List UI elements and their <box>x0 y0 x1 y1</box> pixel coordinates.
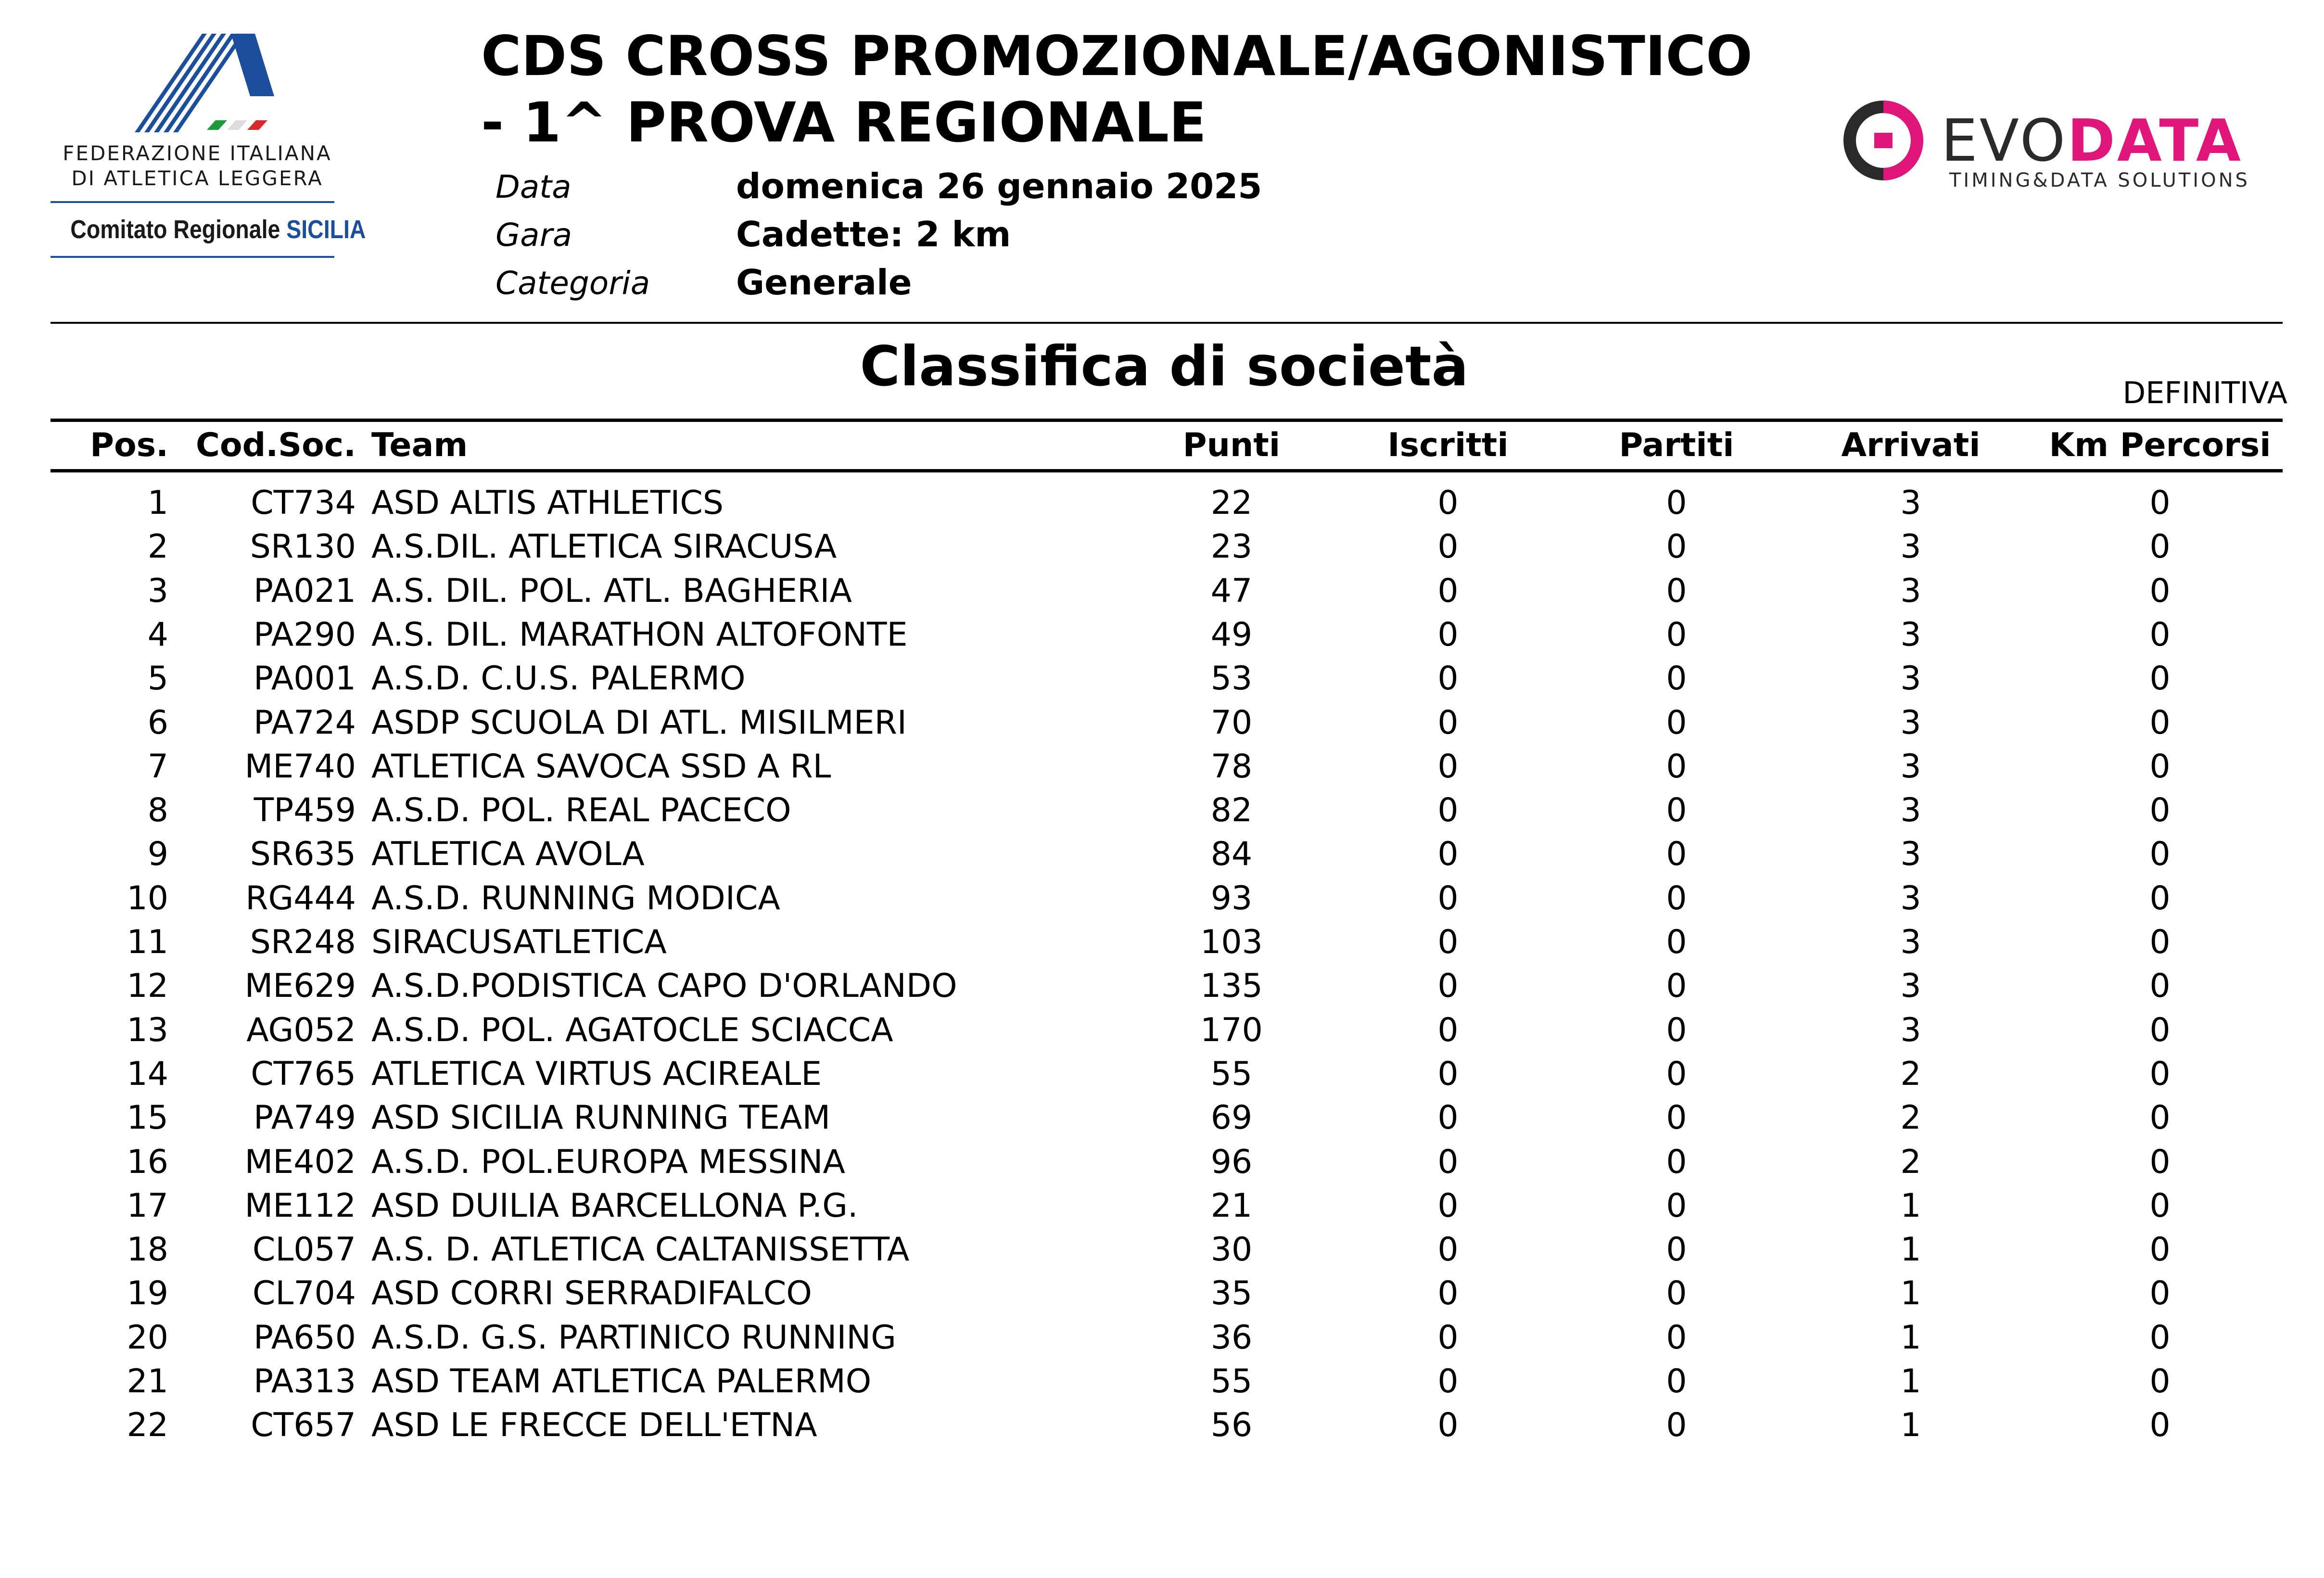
cell-iscritti: 0 <box>1437 484 1459 522</box>
cell-punti: 69 <box>1210 1099 1253 1137</box>
cell-cod: PA313 <box>254 1362 356 1400</box>
cell-km: 0 <box>2149 615 2171 654</box>
cell-cod: ME112 <box>244 1186 356 1225</box>
cell-iscritti: 0 <box>1437 703 1459 742</box>
table-row <box>0 1096 2324 1140</box>
cell-partiti: 0 <box>1666 1362 1687 1400</box>
cell-km: 0 <box>2149 1406 2171 1445</box>
cell-cod: SR130 <box>250 528 356 566</box>
evodata-name-part1: EVO <box>1941 108 2068 175</box>
cell-km: 0 <box>2149 923 2171 961</box>
cell-km: 0 <box>2149 1099 2171 1137</box>
cell-iscritti: 0 <box>1437 1406 1459 1445</box>
cell-arrivati: 1 <box>1900 1406 1921 1445</box>
cell-iscritti: 0 <box>1437 923 1459 961</box>
cell-partiti: 0 <box>1666 1055 1687 1093</box>
cell-punti: 135 <box>1200 967 1263 1005</box>
cell-arrivati: 2 <box>1900 1143 1921 1181</box>
cell-team: ATLETICA VIRTUS ACIREALE <box>371 1055 822 1093</box>
cell-km: 0 <box>2149 1055 2171 1093</box>
svg-text:EVODATA <box>1941 108 2243 175</box>
col-header-cod: Cod.Soc. <box>196 426 356 464</box>
meta-label-data: Data <box>495 168 571 205</box>
cell-partiti: 0 <box>1666 1274 1687 1313</box>
table-row <box>0 1228 2324 1272</box>
table-row <box>0 1316 2324 1360</box>
table-row <box>0 964 2324 1008</box>
divider <box>51 201 334 203</box>
cell-punti: 82 <box>1210 791 1253 830</box>
cell-cod: PA290 <box>254 615 356 654</box>
cell-partiti: 0 <box>1666 879 1687 917</box>
cell-iscritti: 0 <box>1437 835 1459 874</box>
cell-arrivati: 1 <box>1900 1274 1921 1313</box>
cell-arrivati: 1 <box>1900 1362 1921 1400</box>
cell-arrivati: 1 <box>1900 1231 1921 1269</box>
table-row <box>0 745 2324 789</box>
cell-punti: 21 <box>1210 1186 1253 1225</box>
col-header-iscritti: Iscritti <box>1387 426 1509 464</box>
cell-cod: TP459 <box>254 791 356 830</box>
table-header <box>0 423 2324 468</box>
cell-partiti: 0 <box>1666 1406 1687 1445</box>
cell-cod: SR635 <box>250 835 356 874</box>
cell-km: 0 <box>2149 1186 2171 1225</box>
cell-team: A.S.D. POL.EUROPA MESSINA <box>371 1143 846 1181</box>
cell-team: A.S.D. POL. AGATOCLE SCIACCA <box>371 1011 893 1049</box>
table-row <box>0 1052 2324 1096</box>
cell-pos: 8 <box>147 791 168 830</box>
cell-partiti: 0 <box>1666 484 1687 522</box>
cell-partiti: 0 <box>1666 1231 1687 1269</box>
cell-arrivati: 3 <box>1900 1011 1921 1049</box>
cell-iscritti: 0 <box>1437 967 1459 1005</box>
cell-arrivati: 1 <box>1900 1186 1921 1225</box>
meta-value-categoria: Generale <box>736 262 912 303</box>
federation-name-line2: DI ATLETICA LEGGERA <box>71 166 323 190</box>
cell-iscritti: 0 <box>1437 1362 1459 1400</box>
cell-punti: 93 <box>1210 879 1253 917</box>
cell-cod: PA650 <box>254 1318 356 1357</box>
cell-team: A.S. DIL. MARATHON ALTOFONTE <box>371 615 908 654</box>
cell-pos: 4 <box>147 615 168 654</box>
cell-km: 0 <box>2149 660 2171 698</box>
cell-team: A.S.D. RUNNING MODICA <box>371 879 780 917</box>
cell-team: ASD ALTIS ATHLETICS <box>371 484 724 522</box>
cell-pos: 16 <box>127 1143 168 1181</box>
cell-km: 0 <box>2149 528 2171 566</box>
cell-team: A.S.DIL. ATLETICA SIRACUSA <box>371 528 837 566</box>
cell-cod: CL057 <box>252 1231 356 1269</box>
cell-pos: 18 <box>127 1231 168 1269</box>
cell-arrivati: 2 <box>1900 1055 1921 1093</box>
cell-km: 0 <box>2149 1274 2171 1313</box>
cell-arrivati: 3 <box>1900 528 1921 566</box>
status-label: DEFINITIVA <box>2122 375 2287 410</box>
cell-km: 0 <box>2149 879 2171 917</box>
col-header-punti: Punti <box>1182 426 1281 464</box>
cell-partiti: 0 <box>1666 1011 1687 1049</box>
cell-punti: 103 <box>1200 923 1263 961</box>
committee-region: SICILIA <box>286 215 366 244</box>
cell-pos: 5 <box>147 660 168 698</box>
cell-arrivati: 3 <box>1900 747 1921 786</box>
cell-punti: 47 <box>1210 572 1253 610</box>
cell-arrivati: 3 <box>1900 572 1921 610</box>
cell-punti: 30 <box>1210 1231 1253 1269</box>
cell-punti: 53 <box>1210 660 1253 698</box>
cell-arrivati: 3 <box>1900 879 1921 917</box>
cell-team: ASD SICILIA RUNNING TEAM <box>371 1099 831 1137</box>
cell-arrivati: 3 <box>1900 484 1921 522</box>
cell-punti: 23 <box>1210 528 1253 566</box>
cell-arrivati: 2 <box>1900 1099 1921 1137</box>
cell-team: ASD TEAM ATLETICA PALERMO <box>371 1362 872 1400</box>
cell-arrivati: 3 <box>1900 967 1921 1005</box>
cell-arrivati: 3 <box>1900 703 1921 742</box>
cell-iscritti: 0 <box>1437 1099 1459 1137</box>
cell-team: A.S.D. C.U.S. PALERMO <box>371 660 746 698</box>
page-title-line1: CDS CROSS PROMOZIONALE/AGONISTICO <box>481 24 1753 88</box>
cell-arrivati: 3 <box>1900 615 1921 654</box>
cell-team: SIRACUSATLETICA <box>371 923 667 961</box>
federation-name-line1: FEDERAZIONE ITALIANA <box>63 141 332 165</box>
cell-pos: 3 <box>147 572 168 610</box>
cell-punti: 49 <box>1210 615 1253 654</box>
cell-partiti: 0 <box>1666 791 1687 830</box>
cell-pos: 22 <box>127 1406 168 1445</box>
cell-punti: 84 <box>1210 835 1253 874</box>
cell-iscritti: 0 <box>1437 879 1459 917</box>
meta-value-gara: Cadette: 2 km <box>736 214 1011 255</box>
cell-iscritti: 0 <box>1437 528 1459 566</box>
table-row <box>0 832 2324 877</box>
cell-cod: PA724 <box>254 703 356 742</box>
cell-pos: 2 <box>147 528 168 566</box>
cell-team: ASD DUILIA BARCELLONA P.G. <box>371 1186 858 1225</box>
cell-punti: 55 <box>1210 1362 1253 1400</box>
cell-partiti: 0 <box>1666 660 1687 698</box>
cell-punti: 22 <box>1210 484 1253 522</box>
cell-punti: 78 <box>1210 747 1253 786</box>
cell-iscritti: 0 <box>1437 1318 1459 1357</box>
cell-cod: RG444 <box>245 879 356 917</box>
cell-pos: 21 <box>127 1362 168 1400</box>
cell-pos: 19 <box>127 1274 168 1313</box>
cell-iscritti: 0 <box>1437 1274 1459 1313</box>
cell-km: 0 <box>2149 791 2171 830</box>
cell-arrivati: 1 <box>1900 1318 1921 1357</box>
divider <box>51 256 334 258</box>
table-row <box>0 569 2324 613</box>
cell-cod: ME740 <box>244 747 356 786</box>
cell-cod: ME629 <box>244 967 356 1005</box>
cell-punti: 35 <box>1210 1274 1253 1313</box>
cell-partiti: 0 <box>1666 1186 1687 1225</box>
cell-km: 0 <box>2149 1231 2171 1269</box>
meta-label-categoria: Categoria <box>495 265 650 302</box>
cell-km: 0 <box>2149 1362 2171 1400</box>
cell-iscritti: 0 <box>1437 1011 1459 1049</box>
cell-km: 0 <box>2149 967 2171 1005</box>
cell-cod: PA749 <box>254 1099 356 1137</box>
cell-pos: 17 <box>127 1186 168 1225</box>
cell-cod: ME402 <box>244 1143 356 1181</box>
cell-km: 0 <box>2149 1318 2171 1357</box>
cell-pos: 6 <box>147 703 168 742</box>
table-row <box>0 1360 2324 1404</box>
cell-team: ASD LE FRECCE DELL'ETNA <box>371 1406 817 1445</box>
cell-team: ATLETICA SAVOCA SSD A RL <box>371 747 831 786</box>
table-row <box>0 877 2324 921</box>
cell-team: A.S.D.PODISTICA CAPO D'ORLANDO <box>371 967 957 1005</box>
cell-partiti: 0 <box>1666 923 1687 961</box>
cell-punti: 70 <box>1210 703 1253 742</box>
col-header-km: Km Percorsi <box>2049 426 2271 464</box>
cell-partiti: 0 <box>1666 967 1687 1005</box>
cell-partiti: 0 <box>1666 747 1687 786</box>
cell-iscritti: 0 <box>1437 1055 1459 1093</box>
table-row <box>0 789 2324 833</box>
cell-iscritti: 0 <box>1437 572 1459 610</box>
table-row <box>0 1403 2324 1448</box>
cell-punti: 36 <box>1210 1318 1253 1357</box>
cell-punti: 56 <box>1210 1406 1253 1445</box>
cell-iscritti: 0 <box>1437 747 1459 786</box>
cell-partiti: 0 <box>1666 1143 1687 1181</box>
regional-committee <box>70 215 366 244</box>
cell-km: 0 <box>2149 484 2171 522</box>
table-row <box>0 701 2324 745</box>
cell-iscritti: 0 <box>1437 1186 1459 1225</box>
cell-pos: 10 <box>127 879 168 917</box>
cell-team: A.S. D. ATLETICA CALTANISSETTA <box>371 1231 910 1269</box>
cell-pos: 1 <box>147 484 168 522</box>
table-row <box>0 525 2324 569</box>
cell-cod: CL704 <box>252 1274 356 1313</box>
section-title: Classifica di società <box>860 334 1469 398</box>
cell-team: ASDP SCUOLA DI ATL. MISILMERI <box>371 703 907 742</box>
evodata-logo <box>1842 94 2290 191</box>
cell-pos: 13 <box>127 1011 168 1049</box>
table-row <box>0 920 2324 965</box>
cell-punti: 55 <box>1210 1055 1253 1093</box>
table-row <box>0 657 2324 701</box>
cell-arrivati: 3 <box>1900 791 1921 830</box>
cell-iscritti: 0 <box>1437 615 1459 654</box>
table-row <box>0 1140 2324 1184</box>
cell-punti: 170 <box>1200 1011 1263 1049</box>
cell-partiti: 0 <box>1666 703 1687 742</box>
cell-km: 0 <box>2149 572 2171 610</box>
cell-team: A.S.D. G.S. PARTINICO RUNNING <box>371 1318 896 1357</box>
evodata-name-part2: DATA <box>2067 108 2243 175</box>
cell-arrivati: 3 <box>1900 660 1921 698</box>
cell-team: A.S. DIL. POL. ATL. BAGHERIA <box>371 572 852 610</box>
col-header-partiti: Partiti <box>1619 426 1734 464</box>
committee-prefix: Comitato Regionale <box>70 215 280 244</box>
table-row <box>0 1184 2324 1228</box>
cell-cod: CT734 <box>251 484 356 522</box>
cell-team: ATLETICA AVOLA <box>371 835 645 874</box>
cell-cod: CT765 <box>251 1055 356 1093</box>
divider <box>51 322 2283 324</box>
cell-partiti: 0 <box>1666 528 1687 566</box>
cell-partiti: 0 <box>1666 572 1687 610</box>
col-header-pos: Pos. <box>90 426 168 464</box>
meta-value-data: domenica 26 gennaio 2025 <box>736 166 1262 206</box>
cell-arrivati: 3 <box>1900 923 1921 961</box>
col-header-arrivati: Arrivati <box>1841 426 1981 464</box>
table-rule <box>51 419 2283 422</box>
cell-pos: 20 <box>127 1318 168 1357</box>
col-header-team: Team <box>371 426 468 464</box>
cell-partiti: 0 <box>1666 615 1687 654</box>
cell-pos: 11 <box>127 923 168 961</box>
evodata-tagline: TIMING&DATA SOLUTIONS <box>1949 169 2250 191</box>
cell-iscritti: 0 <box>1437 1231 1459 1269</box>
cell-km: 0 <box>2149 703 2171 742</box>
table-row <box>0 613 2324 657</box>
table-rule <box>51 469 2283 472</box>
table-row <box>0 1272 2324 1316</box>
cell-partiti: 0 <box>1666 1099 1687 1137</box>
cell-km: 0 <box>2149 1011 2171 1049</box>
cell-partiti: 0 <box>1666 1318 1687 1357</box>
table-row <box>0 1008 2324 1053</box>
cell-cod: PA021 <box>254 572 356 610</box>
cell-cod: AG052 <box>246 1011 356 1049</box>
cell-team: ASD CORRI SERRADIFALCO <box>371 1274 812 1313</box>
page-title-line2: - 1^ PROVA REGIONALE <box>481 90 1206 154</box>
meta-label-gara: Gara <box>495 216 572 254</box>
cell-cod: PA001 <box>254 660 356 698</box>
cell-pos: 15 <box>127 1099 168 1137</box>
cell-arrivati: 3 <box>1900 835 1921 874</box>
cell-iscritti: 0 <box>1437 1143 1459 1181</box>
cell-team: A.S.D. POL. REAL PACECO <box>371 791 791 830</box>
cell-iscritti: 0 <box>1437 660 1459 698</box>
cell-partiti: 0 <box>1666 835 1687 874</box>
cell-pos: 9 <box>147 835 168 874</box>
cell-km: 0 <box>2149 1143 2171 1181</box>
cell-punti: 96 <box>1210 1143 1253 1181</box>
cell-pos: 12 <box>127 967 168 1005</box>
cell-cod: CT657 <box>251 1406 356 1445</box>
cell-pos: 7 <box>147 747 168 786</box>
cell-km: 0 <box>2149 747 2171 786</box>
cell-pos: 14 <box>127 1055 168 1093</box>
cell-cod: SR248 <box>250 923 356 961</box>
cell-iscritti: 0 <box>1437 791 1459 830</box>
cell-km: 0 <box>2149 835 2171 874</box>
table-row <box>0 481 2324 525</box>
